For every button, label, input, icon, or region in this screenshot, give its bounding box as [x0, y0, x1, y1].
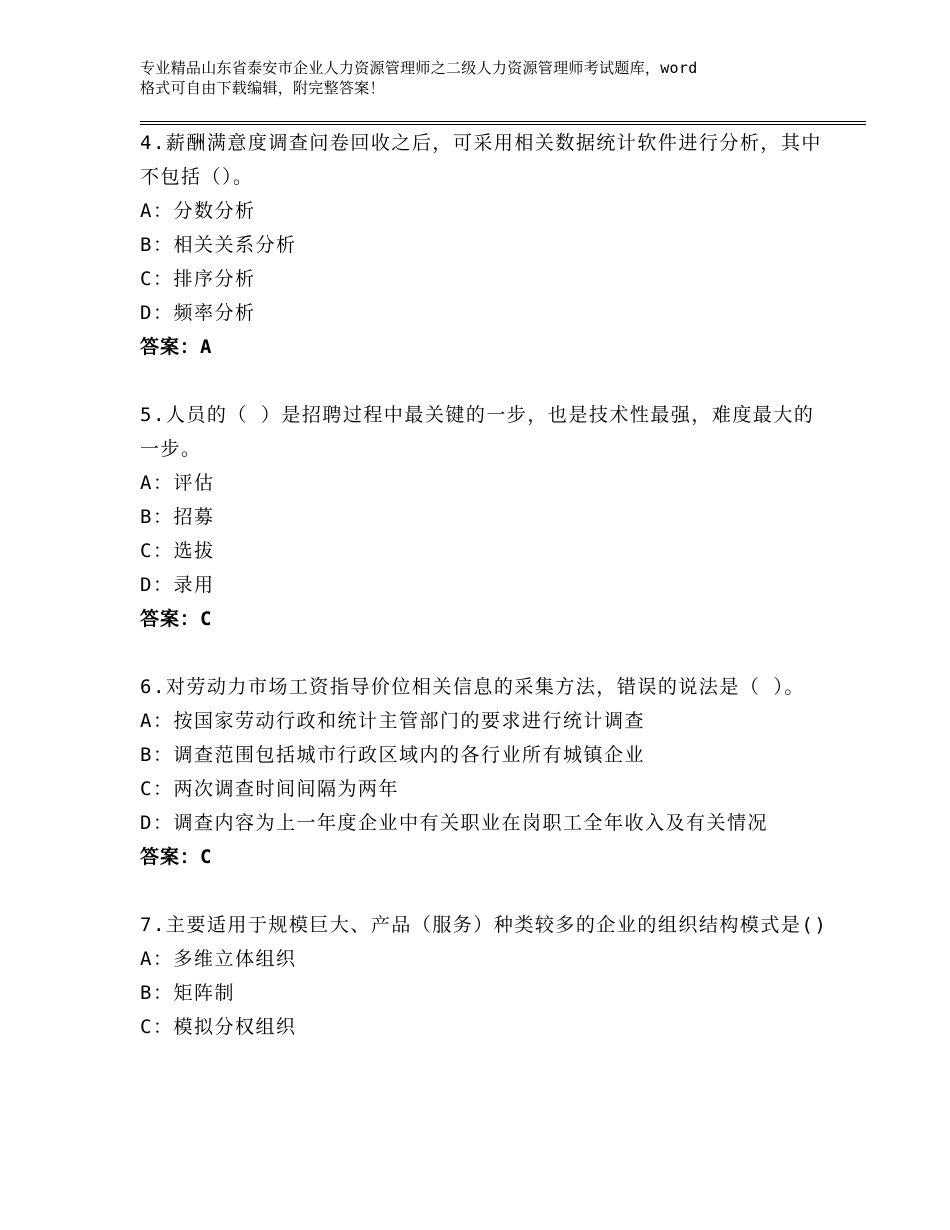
question-6	[140, 670, 830, 874]
answer-label: 答案：C	[140, 846, 213, 868]
option-c: C：选拔	[140, 540, 215, 562]
option-c: C：排序分析	[140, 268, 256, 290]
question-7	[140, 908, 830, 1044]
option-a: A：评估	[140, 472, 215, 494]
answer-label: 答案：C	[140, 608, 213, 630]
option-b: B：调查范围包括城市行政区域内的各行业所有城镇企业	[140, 744, 645, 766]
option-b: B：相关关系分析	[140, 234, 297, 256]
question-list	[140, 126, 830, 1078]
option-c: C：两次调查时间间隔为两年	[140, 778, 399, 800]
header-line-1: 专业精品山东省泰安市企业人力资源管理师之二级人力资源管理师考试题库，word	[140, 59, 698, 77]
question-4	[140, 126, 830, 364]
option-d: D：录用	[140, 574, 215, 596]
question-text: 5.人员的（ ）是招聘过程中最关键的一步，也是技术性最强，难度最大的一步。	[140, 404, 815, 460]
question-text: 7.主要适用于规模巨大、产品（服务）种类较多的企业的组织结构模式是()	[140, 914, 828, 936]
question-5	[140, 398, 830, 636]
option-d: D：调查内容为上一年度企业中有关职业在岗职工全年收入及有关情况	[140, 812, 768, 834]
option-c: C：模拟分权组织	[140, 1016, 297, 1038]
question-text: 6.对劳动力市场工资指导价位相关信息的采集方法，错误的说法是（ ）。	[140, 676, 805, 698]
document-header	[140, 58, 840, 98]
option-b: B：招募	[140, 506, 215, 528]
option-a: A：多维立体组织	[140, 948, 297, 970]
option-b: B：矩阵制	[140, 982, 235, 1004]
header-divider	[140, 121, 866, 125]
option-a: A：按国家劳动行政和统计主管部门的要求进行统计调查	[140, 710, 645, 732]
question-text: 4.薪酬满意度调查问卷回收之后，可采用相关数据统计软件进行分析，其中不包括（）。	[140, 132, 822, 188]
option-a: A：分数分析	[140, 200, 256, 222]
answer-label: 答案：A	[140, 336, 213, 358]
header-line-2: 格式可自由下载编辑，附完整答案！	[140, 79, 385, 97]
option-d: D：频率分析	[140, 302, 256, 324]
